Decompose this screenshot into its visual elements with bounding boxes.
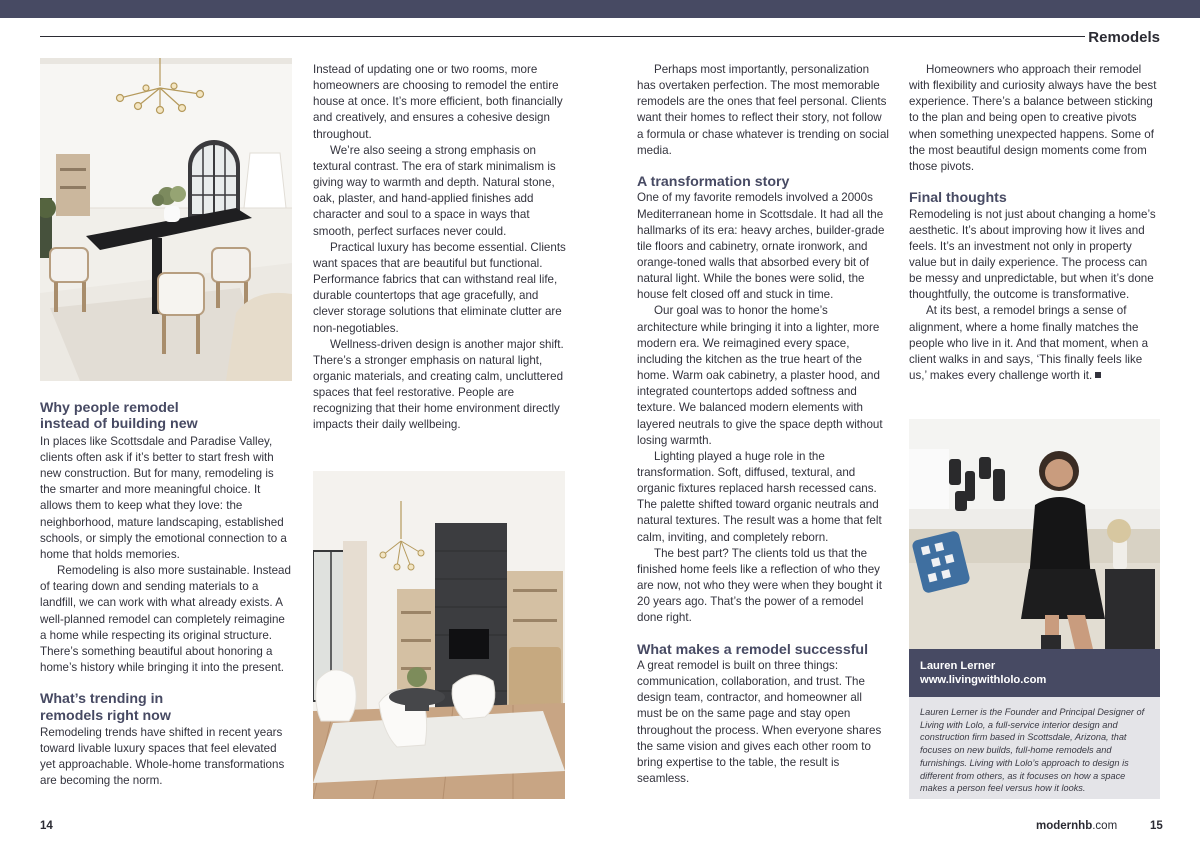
site-name-bold: modernhb [1036,820,1093,832]
paragraph: Remodeling trends have shifted in recent years toward livable luxury spaces that feel elevated yet approachable. Whole-home transformations are becoming the norm. [40,725,285,788]
paragraph: The best part? The clients told us that the finished home feels like a reflection of who they are now, not who they were when they bought it 20 years ago. That’s the power of a remodel done right. [637,546,882,625]
paragraph: Instead of updating one or two rooms, more homeowners are choosing to remodel the entire house at once. It’s more efficient, both financially and creatively, and ensures a cohesive design throughout. [313,63,563,141]
paragraph: A great remodel is built on three things: communication, collaboration, and trust. The design team, contractor, and homeowner all must be on the same page and stay open throughout the process. When everyone shares the same vision and gives each other room to bring expertise to the table, the result is seamless. [637,658,882,786]
paragraph: Perhaps most importantly, personalization has overtaken perfection. The most memorable remodels are the ones that feel personal. Clients want their homes to reflect their story, not follow a formula or chase whatever is trending on social media. [637,63,889,157]
author-name: Lauren Lerner [920,660,996,672]
paragraph: Wellness-driven design is another major shift. There’s a stronger emphasis on natural light, organic materials, and creating calm, uncluttered spaces that feel restorative. People are recognizing that their home environment directly impacts their daily wellbeing. [313,337,564,432]
column-4 [909,62,1162,384]
paragraph: In places like Scottsdale and Paradise Valley, clients often ask if it’s better to start fresh with new construction. But for many, remodeling is the smarter and more meaningful choice. It allows them to keep what they love: the neighborhood, mature landscaping, established schools, or simply the emotional connection to a home that holds memories. [40,434,287,561]
paragraph: Homeowners who approach their remodel with flexibility and curiosity always have the best experience. There’s a balance between sticking to the plan and being open to creative pivots when something unexpected happens. Some of the most beautiful design moments come from those pivots. [909,63,1157,173]
top-color-bar [0,0,1200,18]
heading-why-remodel: Why people remodel instead of building new [40,400,198,433]
paragraph [909,303,1162,384]
living-room-photo [313,471,565,799]
column-2 [313,62,566,434]
paragraph: One of my favorite remodels involved a 2000s Mediterranean home in Scottsdale. It had all the hallmarks of its era: heavy arches, builder-grade tile floors and cabinetry, ornate ironwork, and orange-toned walls that absorbed every bit of natural light. While the bones were solid, the house felt closed off and stuck in time. [637,191,885,302]
author-box [909,649,1160,697]
section-label: Remodels [1088,29,1160,46]
final-paragraph-text: At its best, a remodel brings a sense of alignment, where a home finally matches the people who live in it. And that moment, when a client walks in and says, ‘This finally feels like us,’ makes every challenge worth it. [909,304,1149,383]
paragraph: Our goal was to honor the home’s architecture while bringing it into a lighter, more modern era. We reimagined every space, including the kitchen as the true heart of the home. Warm oak cabinetry, a plaster hood, and integrated countertops added softness and texture. We balanced modern elements with layered neutrals to give the space depth without losing warmth. [637,304,883,447]
author-bio-box [909,697,1160,799]
heading-final-thoughts: Final thoughts [909,190,1007,207]
heading-transformation: A transformation story [637,173,790,190]
paragraph: We’re also seeing a strong emphasis on textural contrast. The era of stark minimalism is giving way to warmth and depth. Natural stone, oak, plaster, and hand-applied finishes add character and soul to a space in ways that smooth, perfect surfaces never could. [313,143,556,238]
end-mark-icon [1095,372,1101,378]
site-name-tld: .com [1092,820,1118,832]
heading-successful: What makes a remodel successful [637,641,869,658]
paragraph: Remodeling is also more sustainable. Instead of tearing down and sending materials to a landfill, we can work with what already exists. A well-planned remodel can completely reimagine a home while respecting its original structure. There’s something beautiful about honoring a home’s history while bringing it into the present. [40,564,291,674]
column-3 [637,62,890,787]
heading-trending: What’s trending in remodels right now [40,691,171,724]
header-rule [40,36,1085,37]
page-number-right: 15 [1150,820,1163,832]
paragraph: Remodeling is not just about changing a home’s aesthetic. It’s about improving how it lives and feels. It’s an investment not only in property value but in daily experience. The process can be messy and unpredictable, but when it’s done thoughtfully, the outcome is transformative. [909,207,1156,302]
footer-site[interactable] [1036,820,1117,832]
author-portrait-photo [909,419,1160,649]
column-1 [40,400,293,790]
paragraph: Practical luxury has become essential. Clients want spaces that are beautiful but functional. Performance fabrics that can withstand real life, durable countertops that age gracefully, and clever storage solutions that eliminate clutter are non-negotiables. [313,240,566,335]
paragraph: Lighting played a huge role in the transformation. Soft, diffused, textural, and organic fixtures replaced harsh recessed cans. The palette shifted toward organic neutrals and natural textures. The result was a home that felt calm, inviting, and completely reborn. [637,449,882,544]
author-bio: Lauren Lerner is the Founder and Principal Designer of Living with Lolo, a full-service interior design and construction firm based in Scottsdale, Arizona, that focuses on new builds, full-home remodels and furnishings. Living with Lolo’s approach to design is different from others, as it focuses on how a space makes a person feel versus how it looks. [920,707,1145,794]
author-website[interactable]: www.livingwithlolo.com [920,673,1047,686]
page-number-left: 14 [40,820,53,832]
dining-room-photo [40,58,292,381]
